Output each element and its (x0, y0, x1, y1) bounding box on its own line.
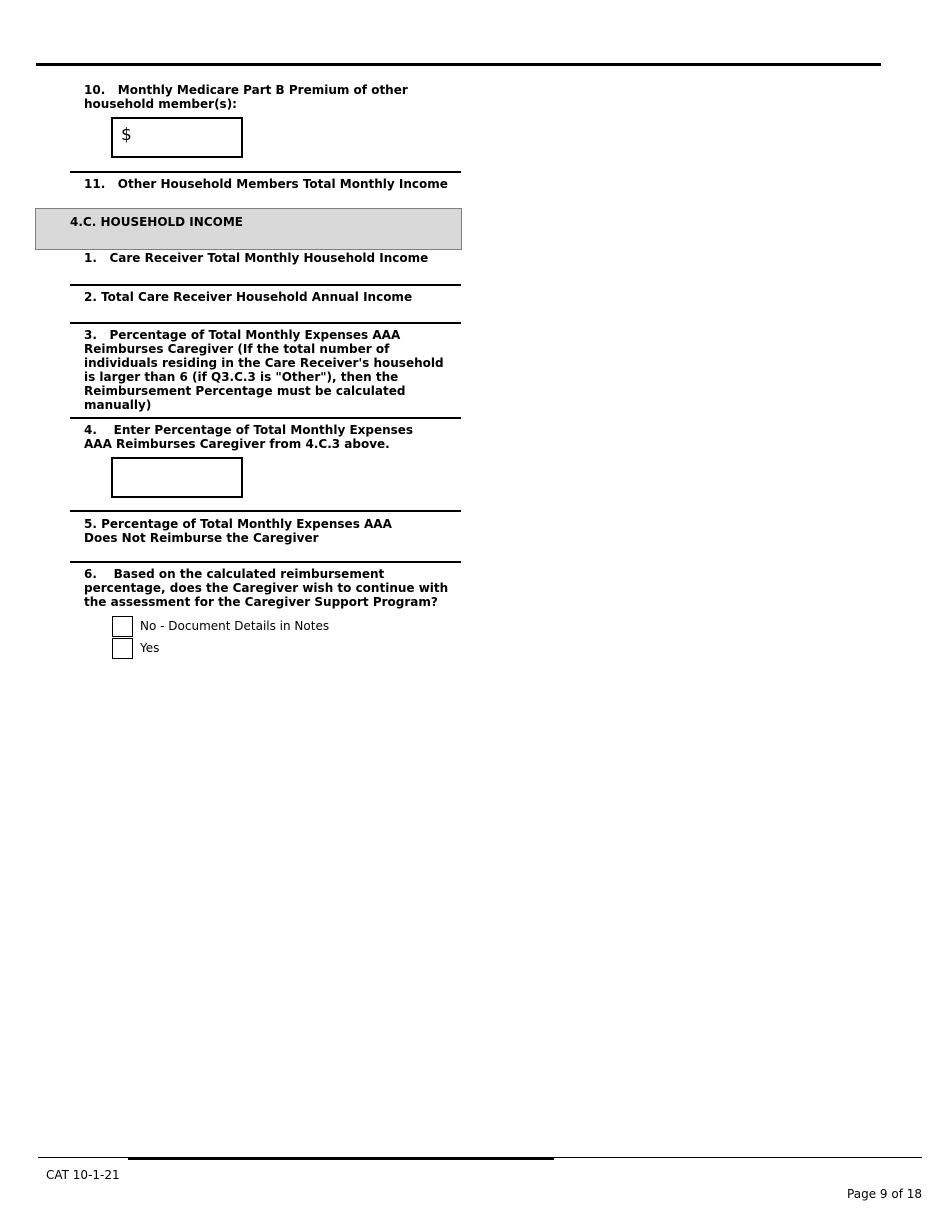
checkbox-yes[interactable] (112, 638, 133, 659)
divider (70, 322, 461, 324)
divider (70, 510, 461, 512)
option-no-label: No - Document Details in Notes (140, 619, 330, 633)
question-4c4-label: 4. Enter Percentage of Total Monthly Expenses AAA Reimburses Caregiver from 4.C.3 above. (84, 423, 414, 451)
question-10-label: 10. Monthly Medicare Part B Premium of other household member(s): (84, 83, 408, 111)
question-4c1-label: 1. Care Receiver Total Monthly Household Income (84, 251, 429, 265)
divider (70, 561, 461, 563)
question-4c6-label: 6. Based on the calculated reimbursement percentage, does the Caregiver wish to continue with the assessment for the Caregiver Support Program? (84, 567, 449, 609)
reimbursement-percentage-input[interactable] (111, 457, 243, 498)
medicare-premium-input[interactable] (111, 117, 243, 158)
question-11-label: 11. Other Household Members Total Monthly Income (84, 177, 448, 191)
checkbox-no[interactable] (112, 616, 133, 637)
question-4c2-label: 2. Total Care Receiver Household Annual Income (84, 290, 413, 304)
divider (70, 417, 461, 419)
divider (70, 171, 461, 173)
section-header-household-income (35, 208, 462, 250)
form-code: CAT 10-1-21 (46, 1168, 120, 1182)
section-title: 4.C. HOUSEHOLD INCOME (70, 215, 243, 229)
question-4c3-label: 3. Percentage of Total Monthly Expenses AAA Reimburses Caregiver (If the total number of individuals residing in the Care Receiver's household is larger than 6 (if Q3.C.3 is "Other"), then the Reimbursement Percentage must be calculated manually) (84, 328, 444, 412)
option-yes-label: Yes (140, 641, 160, 655)
divider (70, 284, 461, 286)
footer-rule-thick (128, 1157, 554, 1160)
page-number: Page 9 of 18 (847, 1187, 922, 1201)
top-rule (36, 63, 881, 66)
question-4c5-label: 5. Percentage of Total Monthly Expenses AAA Does Not Reimburse the Caregiver (84, 517, 392, 545)
currency-symbol: $ (121, 125, 132, 145)
